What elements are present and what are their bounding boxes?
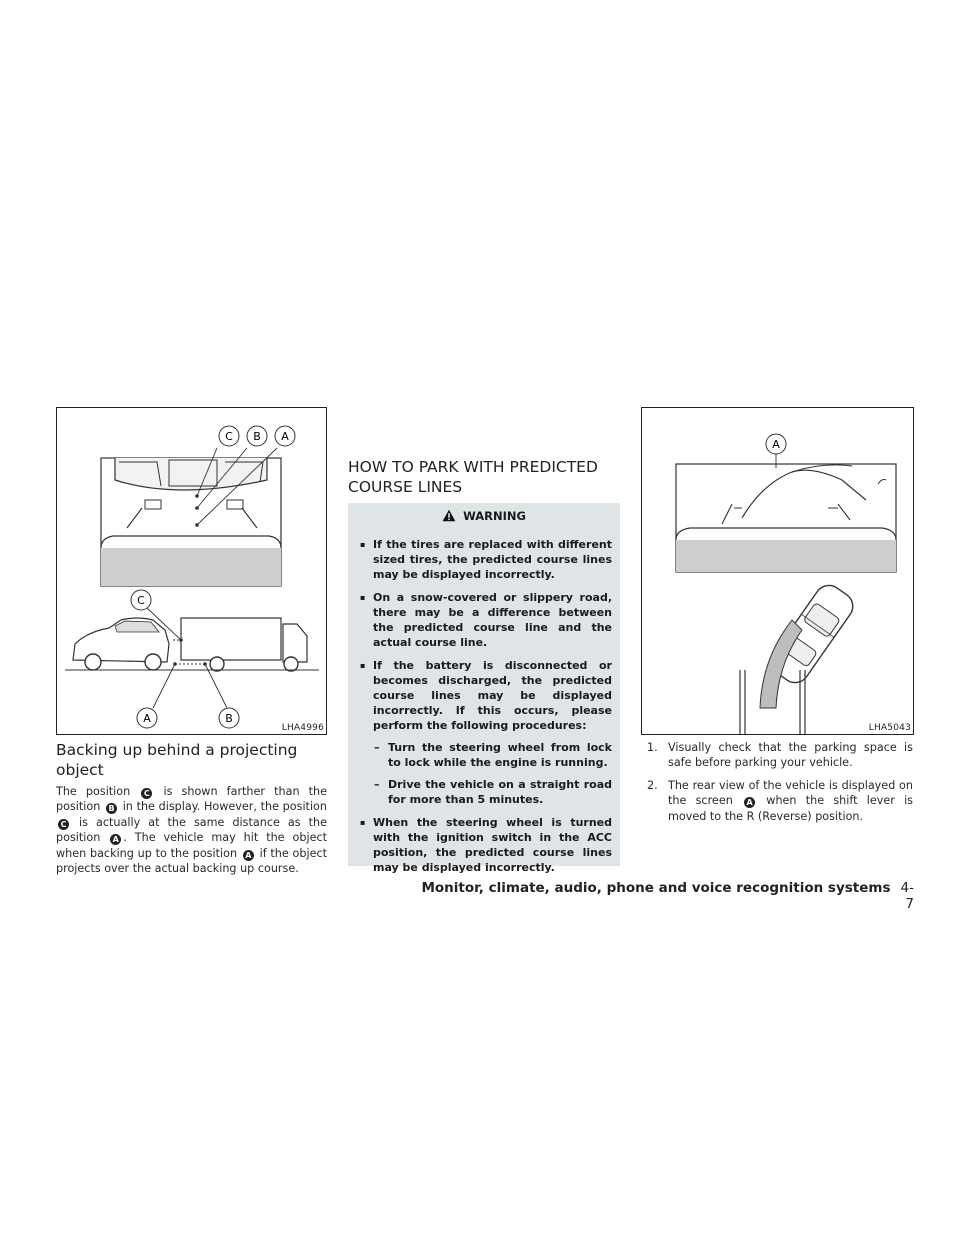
circled-label-c: C — [58, 819, 69, 830]
figure-id-left: LHA4996 — [281, 723, 324, 733]
warning-triangle-icon — [442, 509, 456, 522]
step-text: Visually check that the parking space is safe before parking your vehicle. — [668, 741, 913, 770]
step-item — [641, 778, 913, 824]
label-c-top: C — [225, 430, 233, 443]
circled-label-a: A — [744, 797, 755, 808]
section-heading-projecting-object: Backing up behind a projecting object — [56, 741, 298, 779]
step-number: 2. — [647, 778, 658, 792]
circled-label-b: B — [106, 803, 117, 814]
label-a-top: A — [281, 430, 289, 443]
figure-backing-up — [56, 407, 327, 735]
text-segment: in the display. However, the position — [122, 800, 327, 814]
circled-label-a: A — [243, 850, 254, 861]
step-text: The rear view of the vehicle is displayed on the screen — [668, 778, 913, 808]
text-segment: . The vehicle may hit the object when backing up to the position — [56, 831, 327, 860]
text-segment: if the object projects over the actual backing up course. — [56, 846, 328, 876]
step-text: when the shift lever is moved to the R (Reverse) position. — [668, 794, 914, 823]
text-segment: The position — [56, 785, 131, 798]
warning-title — [348, 503, 620, 529]
label-a-bottom: A — [143, 712, 151, 725]
step-number: 1. — [647, 741, 658, 754]
footer-page-number: 4-7 — [900, 880, 914, 912]
warning-box — [348, 503, 620, 874]
warning-item-text: If the battery is disconnected or becomes discharged, the predicted course lines may be displayed incorrectly. If this occurs, please perform the following procedures: — [373, 659, 612, 732]
label-b-top: B — [253, 430, 261, 443]
steps-container — [641, 740, 913, 831]
footer-chapter-title: Monitor, climate, audio, phone and voice recognition systems — [421, 880, 891, 896]
label-b-bottom: B — [225, 712, 233, 725]
figure-id-right: LHA5043 — [868, 723, 911, 733]
backing-up-illustration — [57, 408, 326, 734]
step-item — [641, 740, 913, 771]
warning-sub-list — [348, 740, 612, 807]
predicted-course-illustration — [642, 408, 913, 734]
figure-predicted-course — [641, 407, 914, 735]
steps-list — [641, 740, 913, 824]
circled-label-a: A — [110, 834, 121, 845]
page-footer — [420, 880, 914, 912]
warning-item: ▪ When the steering wheel is turned with the ignition switch in the ACC position, the predicted course lines may be displayed incorrectly. — [348, 815, 612, 875]
warning-title-text: WARNING — [463, 509, 526, 523]
warning-sub-item: – Drive the vehicle on a straight road for more than 5 minutes. — [348, 777, 612, 807]
circled-label-c: C — [141, 788, 152, 799]
text-segment: is shown farther than the position — [56, 785, 328, 814]
label-a-screen: A — [772, 438, 780, 451]
warning-item — [348, 658, 612, 807]
label-c-side: C — [137, 594, 145, 607]
paragraph-projecting-object-part1 — [56, 784, 327, 876]
section-heading-predicted-course: HOW TO PARK WITH PREDICTED COURSE LINES — [348, 458, 598, 496]
text-segment: is actually at the same distance as the position — [56, 815, 327, 845]
warning-sub-item: – Turn the steering wheel from lock to lock while the engine is running. — [348, 740, 612, 770]
warning-list — [348, 537, 620, 875]
warning-item: ▪ If the tires are replaced with different sized tires, the predicted course lines may be displayed incorrectly. — [348, 537, 612, 582]
warning-item: ▪ On a snow-covered or slippery road, there may be a difference between the predicted course line and the actual course line. — [348, 590, 612, 650]
